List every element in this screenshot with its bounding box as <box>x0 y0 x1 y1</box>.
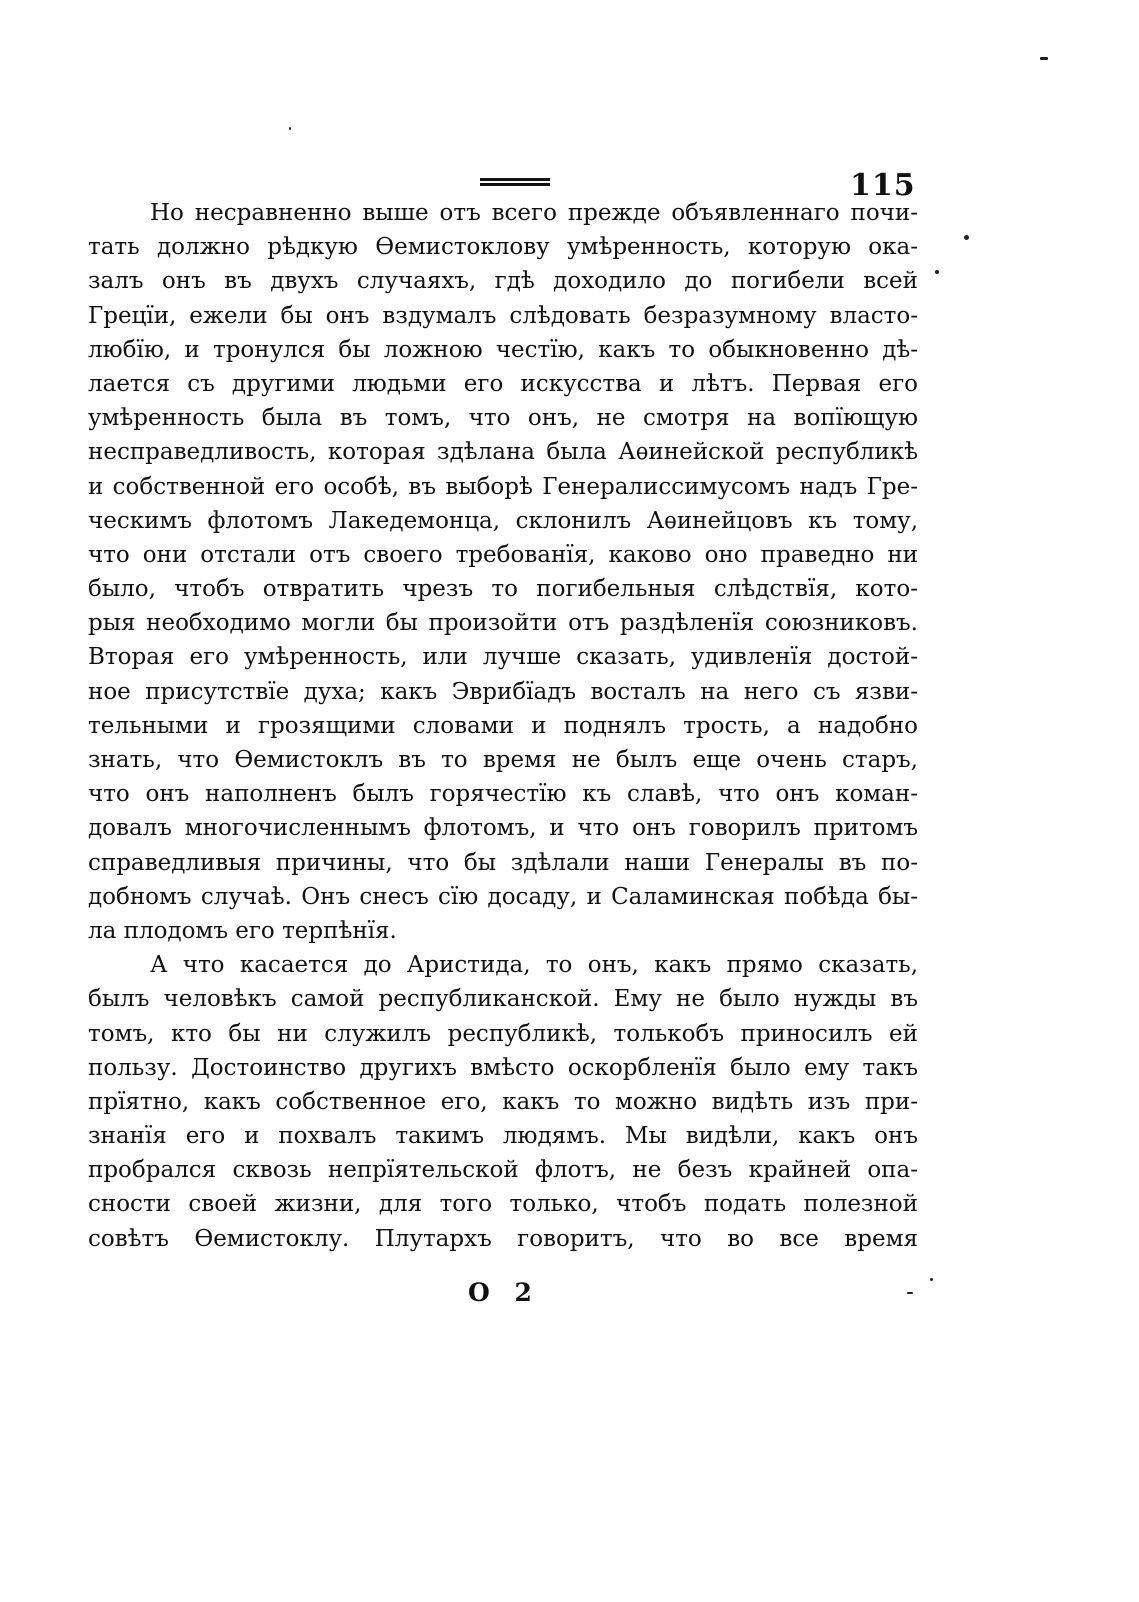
paragraph-2 <box>88 948 918 1256</box>
scan-speck <box>907 1292 913 1294</box>
text-line: совѣтъ Ѳемистоклу. Плутархъ говоритъ, что во все время <box>88 1225 918 1252</box>
text-line: было, чтобъ отвратить чрезъ то погибельныя слѣдствїя, кото- <box>88 576 918 603</box>
text-line: Вторая его умѣренность, или лучше сказать, удивленїя достой- <box>88 644 918 671</box>
text-line: справедливыя причины, что бы здѣлали наши Генералы въ по- <box>88 849 918 876</box>
text-line: любїю, и тронулся бы ложною честїю, какъ то обыкновенно дѣ- <box>88 336 918 363</box>
text-line: томъ, кто бы ни служилъ республикѣ, толькобъ приносилъ ей <box>88 1020 918 1047</box>
text-line: несправедливость, которая здѣлана была Аѳинейской республикѣ <box>88 439 918 466</box>
text-line: и собственной его особѣ, въ выборѣ Генералиссимусомъ надъ Гре- <box>88 473 918 500</box>
scan-speck <box>930 1278 933 1281</box>
scan-speck <box>1040 57 1048 60</box>
text-line: тельными и грозящими словами и поднялъ трость, а надобно <box>88 712 918 739</box>
scan-speck <box>935 270 939 274</box>
text-line: что онъ наполненъ былъ горячестїю къ славѣ, что онъ коман- <box>88 781 918 808</box>
scan-speck <box>964 235 969 240</box>
text-line: знанїя его и похвалъ такимъ людямъ. Мы видѣли, какъ онъ <box>88 1123 918 1150</box>
paragraph-1 <box>88 196 918 948</box>
body-text <box>88 196 918 1256</box>
text-line: залъ онъ въ двухъ случаяхъ, гдѣ доходило до погибели всей <box>88 268 918 295</box>
text-line: Грецїи, ежели бы онъ вздумалъ слѣдовать безразумному власто- <box>88 302 918 329</box>
text-line: знать, что Ѳемистоклъ въ то время не былъ еще очень старъ, <box>88 747 918 773</box>
text-line: рыя необходимо могли бы произойти отъ раздѣленїя союзниковъ. <box>88 610 918 637</box>
header-rule-bar-top <box>480 178 550 181</box>
header-rule-bar-bottom <box>480 183 550 186</box>
header-rule <box>480 178 550 188</box>
text-line: ла плодомъ его терпѣнїя. <box>88 917 397 944</box>
text-line: пробрался сквозь непрїятельской флотъ, не безъ крайней опа- <box>88 1157 918 1184</box>
text-line: былъ человѣкъ самой республиканской. Ему не было нужды въ <box>88 986 918 1013</box>
page-number: 115 <box>850 168 916 203</box>
scan-speck <box>289 127 291 130</box>
text-line: что они отстали отъ своего требованїя, каково оно праведно ни <box>88 541 918 568</box>
text-line: ное присутствїе духа; какъ Эврибїадъ восталъ на него съ язви- <box>88 678 918 705</box>
text-line: А что касается до Аристида, то онъ, какъ прямо сказать, <box>150 952 918 979</box>
text-line: умѣренность была въ томъ, что онъ, не смотря на вопїющую <box>88 405 918 432</box>
text-line: довалъ многочисленнымъ флотомъ, и что онъ говорилъ притомъ <box>88 815 918 842</box>
text-line: лается съ другими людьми его искусства и лѣтъ. Первая его <box>88 370 918 397</box>
text-line: пользу. Достоинство другихъ вмѣсто оскорбленїя было ему такъ <box>88 1054 918 1081</box>
text-line: тать должно рѣдкую Ѳемистоклову умѣренность, которую ока- <box>88 234 918 261</box>
text-line: добномъ случаѣ. Онъ снесъ сїю досаду, и Саламинская побѣда бы- <box>88 883 918 910</box>
text-line: Но несравненно выше отъ всего прежде объявленнаго почи- <box>150 200 918 226</box>
text-line: прїятно, какъ собственное его, какъ то можно видѣть изъ при- <box>88 1088 918 1115</box>
text-line: ческимъ флотомъ Лакедемонца, склонилъ Аѳинейцовъ къ тому, <box>88 507 918 534</box>
signature-mark: О 2 <box>468 1278 540 1307</box>
text-line: сности своей жизни, для того только, чтобъ подать полезной <box>88 1191 918 1218</box>
